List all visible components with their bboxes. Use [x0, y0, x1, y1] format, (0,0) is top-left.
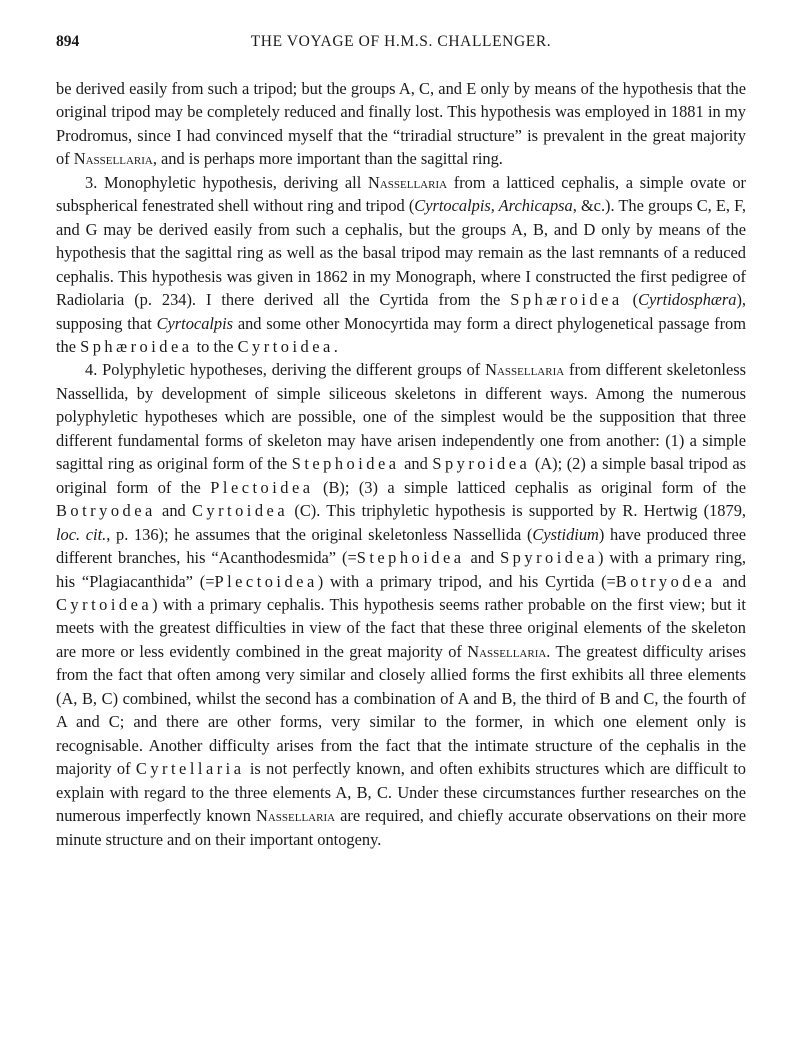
- taxon-stephoidea: Stephoidea: [356, 548, 465, 568]
- taxon-spyroidea: Spyroidea: [500, 548, 599, 568]
- taxon-cyrtellaria: Cyrtellaria: [135, 759, 245, 779]
- taxon-botryodea: Botryodea: [615, 571, 716, 591]
- taxon-nassellaria: Nassellaria: [485, 360, 565, 380]
- taxon-cyrtoidea: Cyrtoidea: [237, 336, 334, 356]
- taxon-nassellaria: Nassellaria: [255, 806, 336, 826]
- paragraph-tripod-hypothesis: be derived easily from such a tripod; but the groups A, C, and E only by means of the hypothesis that the original tripod may be completely reduced and finally lost. This hypothesis was employed in 1881 in my Prodromus, since I had convinced myself that the “triradial structure” is prevalent in the great majority of Nassellaria, and is perhaps more important than the sagittal ring.: [56, 79, 746, 169]
- italic-genus: Cyrtidosphæra: [638, 290, 737, 310]
- book-page: [56, 30, 746, 851]
- page-header: [56, 30, 746, 54]
- paragraph-monophyletic-hypothesis: 3. Monophyletic hypothesis, deriving all Nassellaria from a latticed cephalis, a simple ovate or subspherical fenestrated shell without ring and tripod (Cyrtocalpis, Archicapsa, &c.). The groups C, E, F, and G may be derived easily from such a cephalis, but the groups A, B, and D only by means of the hypothesis that the sagittal ring as well as the basal tripod may remain as the last remnants of a reduced cephalis. This hypothesis was given in 1862 in my Monograph, where I constructed the first pedigree of Radiolaria (p. 234). I there derived all the Cyrtida from the Sphæroidea (Cyrtidosphæra), supposing that Cyrtocalpis and some other Monocyrtida may form a direct phylogenetical passage from the Sphæroidea to the Cyrtoidea.: [56, 172, 746, 356]
- taxon-nassellaria: Nassellaria: [467, 641, 547, 661]
- taxon-botryodea: Botryodea: [56, 501, 156, 521]
- page-number: 894: [56, 33, 80, 50]
- italic-genus: Cystidium: [532, 524, 599, 544]
- taxon-stephoidea: Stephoidea: [291, 454, 400, 474]
- taxon-plectoidea: Plectoidea: [214, 571, 318, 591]
- page-body: [56, 77, 746, 851]
- taxon-cyrtoidea: Cyrtoidea: [56, 594, 153, 614]
- paragraph-polyphyletic-hypotheses: 4. Polyphyletic hypotheses, deriving the different groups of Nassellaria from different skeletonless Nassellida, by development of simple siliceous skeletons in different ways. Among the numerous polyphyletic hypotheses which are possible, one of the simplest would be the supposition that three different fundamental forms of skeleton may have arisen independently one from another: (1) a simple sagittal ring as original form of the Stephoidea and Spyroidea (A); (2) a simple basal tripod as original form of the Plectoidea (B); (3) a simple latticed cephalis as original form of the Botryodea and Cyrtoidea (C). This triphyletic hypothesis is supported by R. Hertwig (1879, loc. cit., p. 136); he assumes that the original skeletonless Nassellida (Cystidium) have produced three different branches, his “Acanthodesmida” (=Stephoidea and Spyroidea) with a primary ring, his “Plagiacanthida” (=Plectoidea) with a primary tripod, and his Cyrtida (=Botryodea and Cyrtoidea) with a primary cephalis. This hypothesis seems rather probable on the first view; but it meets with the greatest difficulties in view of the fact that these three original elements of the skeleton are more or less evidently combined in the great majority of Nassellaria. The greatest difficulty arises from the fact that often among very similar and closely allied forms the first exhibits all three elements (A, B, C) combined, whilst the second has a combination of A and B, the third of B and C, the fourth of A and C; and there are other forms, very similar to the former, in which one element only is recognisable. Another difficulty arises from the fact that the intimate structure of the cephalis in the majority of Cyrtellaria is not perfectly known, and often exhibits structures which are difficult to explain with regard to the three elements A, B, C. Under these circumstances further researches on the numerous imperfectly known Nassellaria are required, and chiefly accurate observations on their more minute structure and on their important ontogeny.: [56, 360, 747, 849]
- italic-genus: Cyrtocalpis: [156, 313, 234, 333]
- taxon-nassellaria: Nassellaria: [73, 149, 153, 169]
- italic-citation: loc. cit.: [56, 524, 107, 544]
- taxon-sphaeroidea: Sphæroidea: [80, 336, 193, 356]
- taxon-cyrtoidea: Cyrtoidea: [191, 501, 289, 521]
- running-title: THE VOYAGE OF H.M.S. CHALLENGER.: [250, 33, 552, 50]
- taxon-nassellaria: Nassellaria: [368, 172, 448, 192]
- taxon-sphaeroidea: Sphæroidea: [510, 290, 623, 310]
- italic-genus: Cyrtocalpis, Archicapsa: [414, 196, 573, 216]
- taxon-plectoidea: Plectoidea: [210, 477, 314, 497]
- taxon-spyroidea: Spyroidea: [432, 454, 531, 474]
